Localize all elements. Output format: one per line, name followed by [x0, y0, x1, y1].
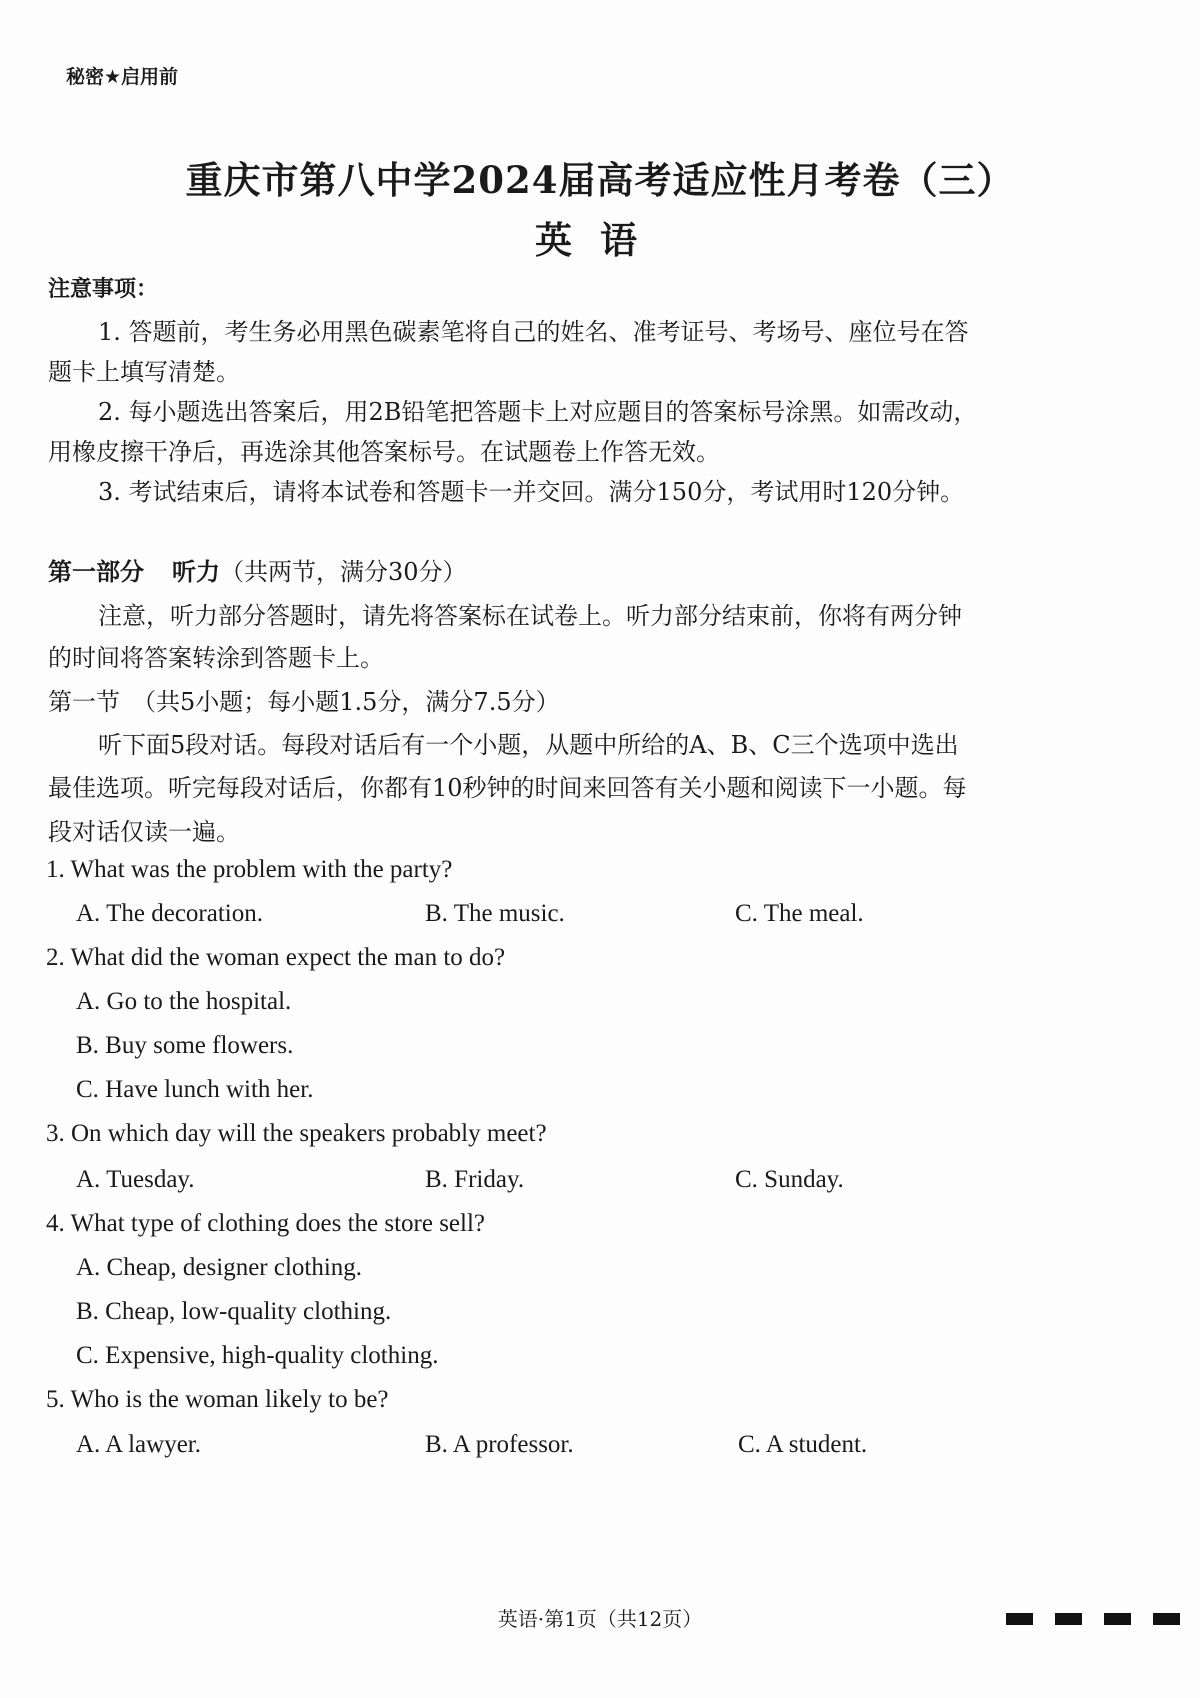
section1-heading: 第一节 （共5小题；每小题1.5分，满分7.5分）	[48, 688, 560, 716]
notice-item-3: 3. 考试结束后，请将本试卷和答题卡一并交回。满分150分，考试用时120分钟。	[98, 478, 965, 506]
question-option: A. Go to the hospital.	[76, 988, 292, 1015]
alignment-mark	[1104, 1613, 1131, 1625]
question-option: C. Sunday.	[735, 1166, 844, 1193]
part1-heading-name: 听力	[172, 558, 220, 586]
question-option: A. The decoration.	[76, 900, 263, 927]
question-option: A. Cheap, designer clothing.	[76, 1254, 363, 1281]
subject-title: 英语	[535, 218, 665, 262]
part1-note-line1: 注意，听力部分答题时，请先将答案标在试卷上。听力部分结束前，你将有两分钟	[98, 602, 962, 630]
question-stem: 4. What type of clothing does the store sell?	[46, 1210, 486, 1237]
question-stem: 1. What was the problem with the party?	[46, 856, 453, 883]
part1-note-line2: 的时间将答案转涂到答题卡上。	[48, 644, 384, 672]
notice-item-2: 2. 每小题选出答案后，用2B铅笔把答题卡上对应题目的答案标号涂黑。如需改动，	[98, 398, 978, 426]
alignment-mark	[1055, 1613, 1082, 1625]
question-option: C. Have lunch with her.	[76, 1076, 314, 1103]
notice-item-1: 1. 答题前，考生务必用黑色碳素笔将自己的姓名、准考证号、考场号、座位号在答	[98, 318, 969, 346]
notice-heading: 注意事项：	[48, 277, 159, 302]
confidential-label: 秘密★启用前	[66, 66, 179, 88]
section1-instruction-line3: 段对话仅读一遍。	[48, 818, 240, 846]
question-option: C. The meal.	[735, 900, 864, 927]
section1-instruction-line2: 最佳选项。听完每段对话后，你都有10秒钟的时间来回答有关小题和阅读下一小题。每	[48, 774, 967, 802]
section1-instruction-line1: 听下面5段对话。每段对话后有一个小题，从题中所给的A、B、C三个选项中选出	[98, 731, 959, 759]
exam-title: 重庆市第八中学2024届高考适应性月考卷（三）	[185, 158, 1015, 202]
scan-alignment-marks	[1006, 1613, 1180, 1625]
part1-heading	[48, 552, 467, 587]
question-option: C. Expensive, high-quality clothing.	[76, 1342, 439, 1369]
question-option: B. Cheap, low-quality clothing.	[76, 1298, 392, 1325]
notice-item-1-cont: 题卡上填写清楚。	[48, 358, 240, 386]
part1-heading-detail: （共两节，满分30分）	[220, 558, 467, 586]
question-stem: 5. Who is the woman likely to be?	[46, 1386, 389, 1413]
question-option: B. Buy some flowers.	[76, 1032, 294, 1059]
question-option: B. The music.	[425, 900, 565, 927]
question-stem: 2. What did the woman expect the man to do?	[46, 944, 506, 971]
question-option: A. A lawyer.	[76, 1431, 201, 1458]
question-option: A. Tuesday.	[76, 1166, 195, 1193]
alignment-mark	[1153, 1613, 1180, 1625]
notice-item-2-cont: 用橡皮擦干净后，再选涂其他答案标号。在试题卷上作答无效。	[48, 438, 720, 466]
question-option: B. A professor.	[425, 1431, 574, 1458]
question-stem: 3. On which day will the speakers probably meet?	[46, 1120, 547, 1147]
question-option: C. A student.	[738, 1431, 868, 1458]
page-footer: 英语·第1页（共12页）	[497, 1607, 703, 1631]
question-option: B. Friday.	[425, 1166, 525, 1193]
part1-heading-part: 第一部分	[48, 558, 144, 586]
alignment-mark	[1006, 1613, 1033, 1625]
